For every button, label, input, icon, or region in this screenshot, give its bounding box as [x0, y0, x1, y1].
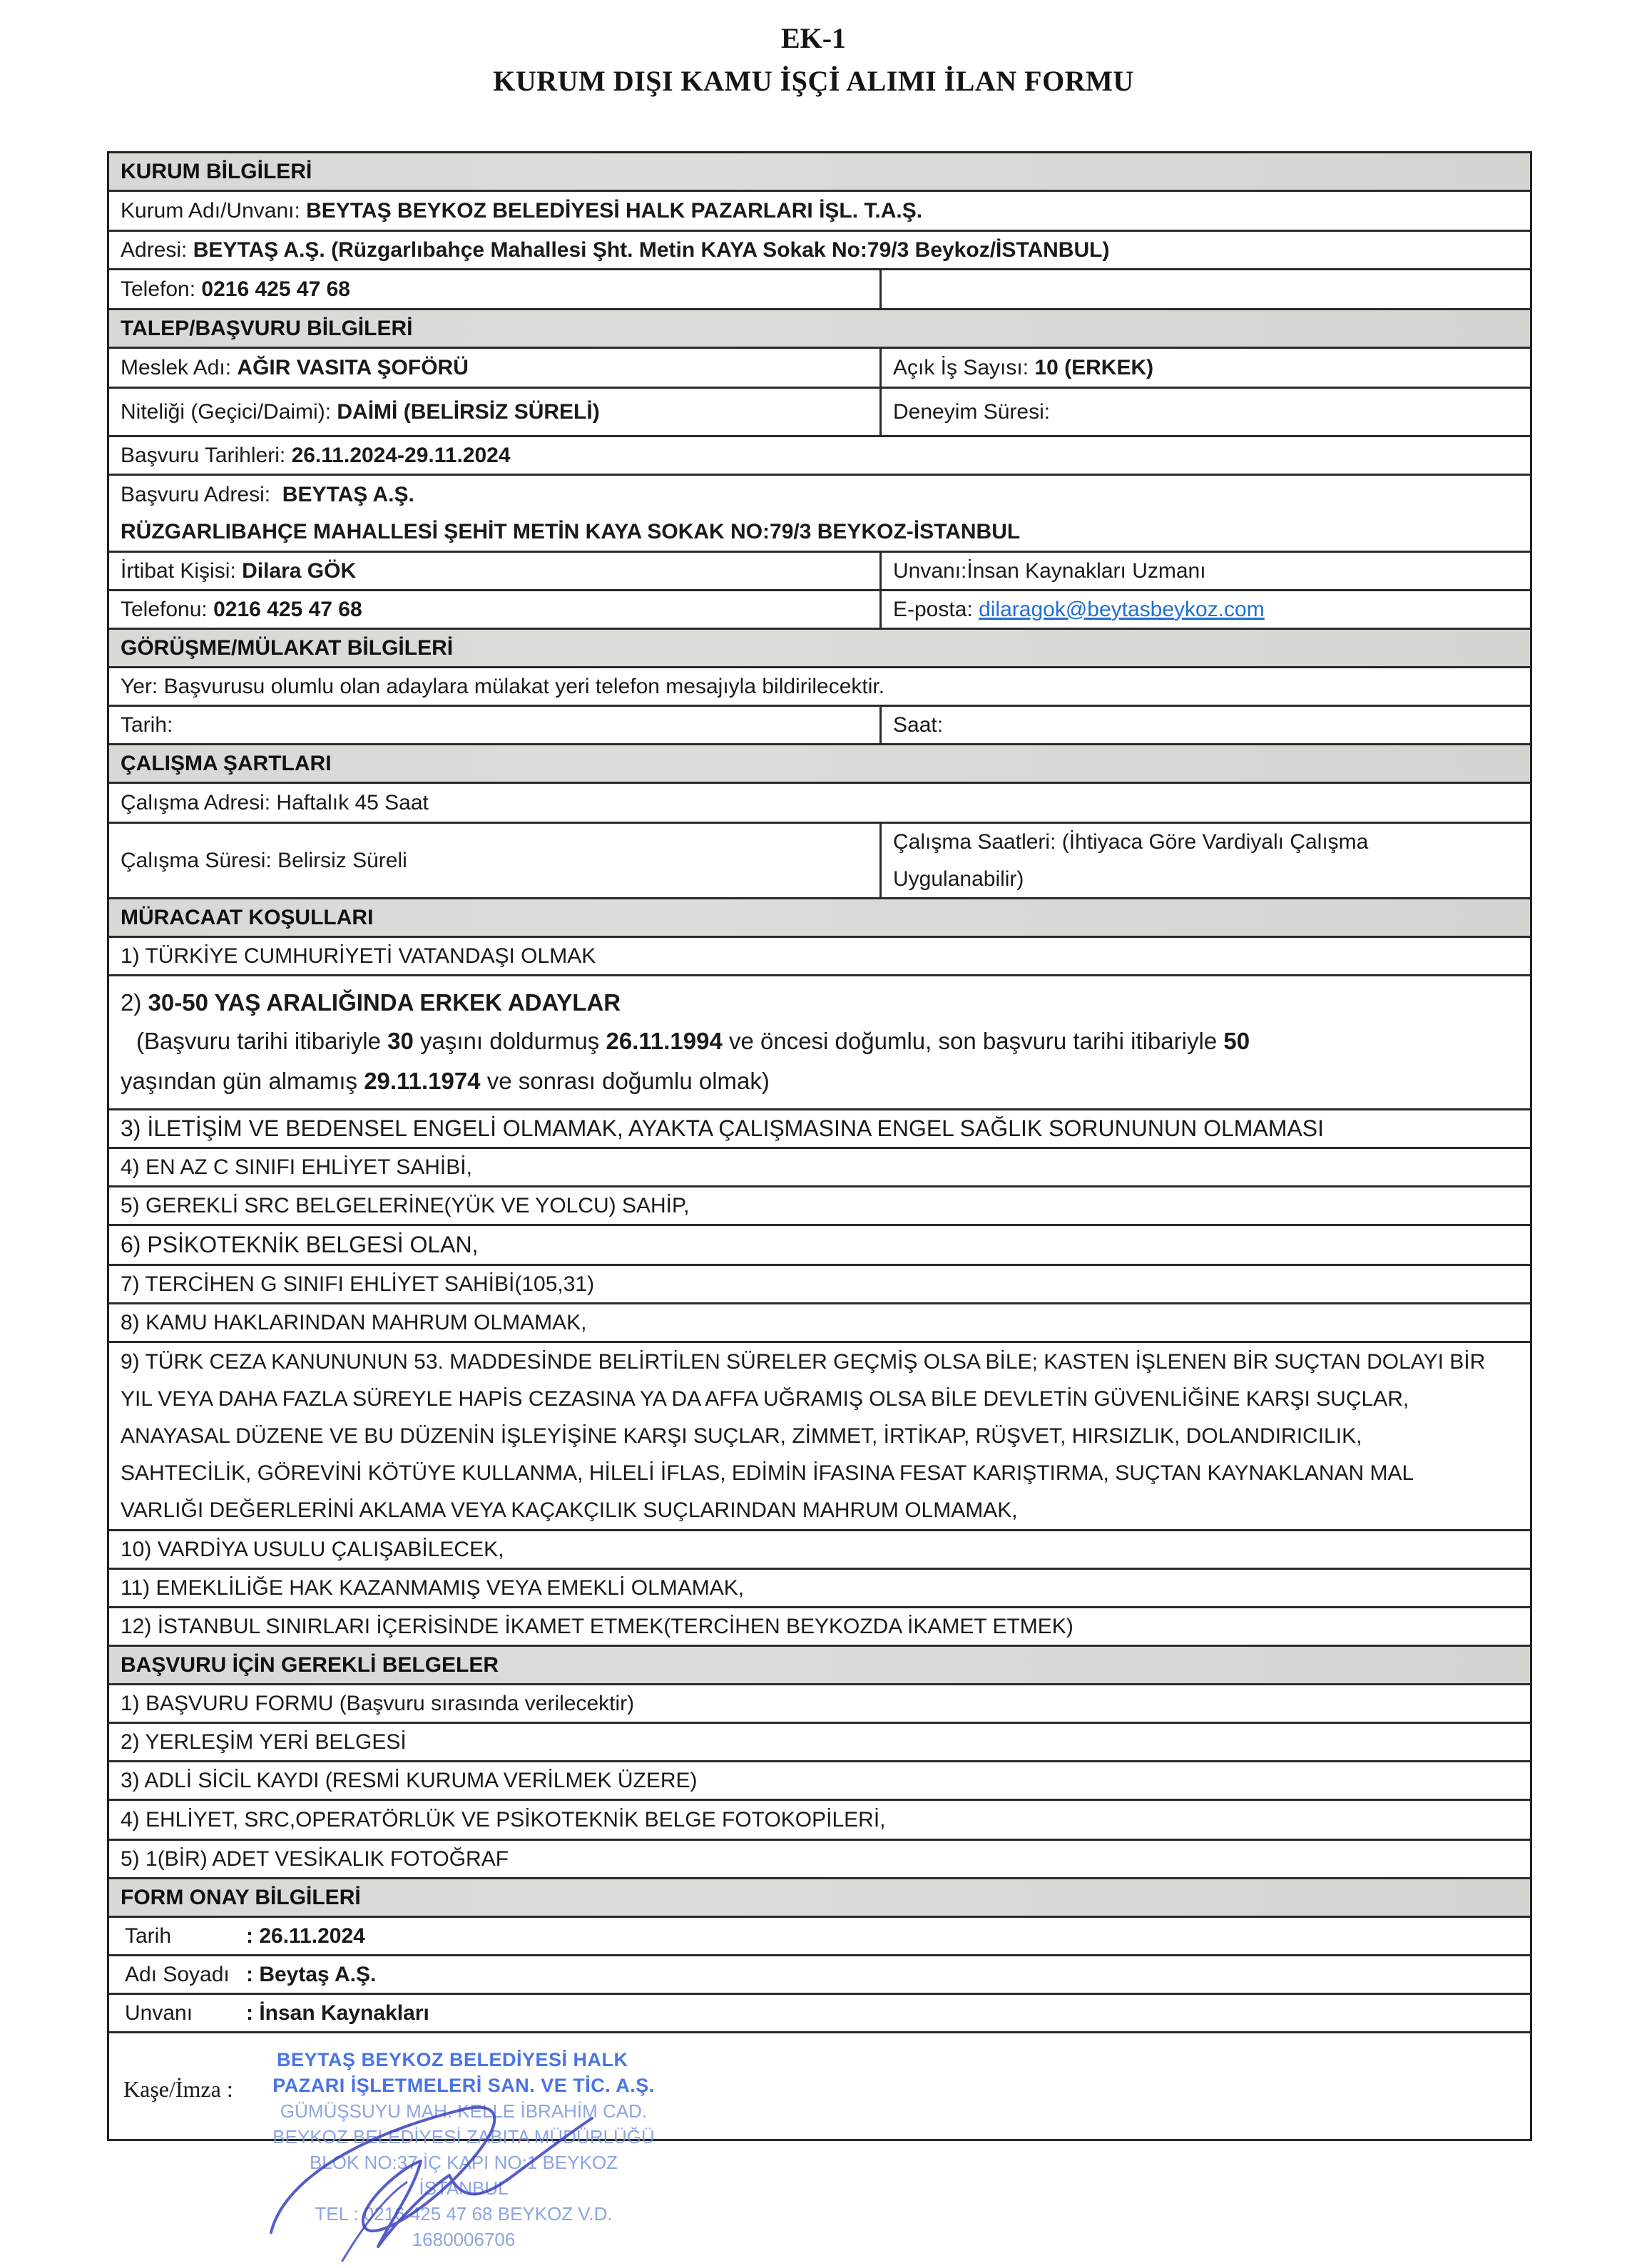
- condition-item: [109, 1570, 1530, 1608]
- field-label: Unvanı:: [893, 558, 967, 583]
- row-nature: [109, 389, 1530, 437]
- institution-name-value: BEYTAŞ BEYKOZ BELEDİYESİ HALK PAZARLARI İŞL. T.A.Ş.: [306, 198, 923, 223]
- condition-text: 6) PSİKOTEKNİK BELGESİ OLAN,: [121, 1232, 479, 1258]
- section-header-work: [109, 745, 1530, 784]
- email-link[interactable]: dilaragok@beytasbeykoz.com: [979, 597, 1265, 621]
- document-text: 1) BAŞVURU FORMU (Başvuru sırasında verilecektir): [121, 1691, 635, 1715]
- row-application-dates: [109, 437, 1530, 476]
- row-work-address: [109, 784, 1530, 824]
- institution-address-value: BEYTAŞ A.Ş. (Rüzgarlıbahçe Mahallesi Şht. Metin KAYA Sokak No:79/3 Beykoz/İSTANBUL): [193, 237, 1110, 262]
- condition-text: 11) EMEKLİLİĞE HAK KAZANMAMIŞ VEYA EMEKLİ OLMAMAK,: [121, 1575, 745, 1600]
- condition-text: yaşını doldurmuş: [413, 1027, 606, 1054]
- stamp-signature-label: Kaşe/İmza :: [123, 2076, 233, 2102]
- application-address-line2: RÜZGARLIBAHÇE MAHALLESİ ŞEHİT METİN KAYA SOKAK NO:79/3 BEYKOZ-İSTANBUL: [121, 519, 1021, 543]
- condition-text: YIL VEYA DAHA FAZLA SÜREYLE HAPİS CEZASINA YA DA AFFA UĞRAMIŞ OLSA BİLE DEVLETİN GÜVENLİĞİNE KARŞI SUÇLAR,: [121, 1386, 1409, 1411]
- document-item: [109, 1724, 1530, 1762]
- section-title: MÜRACAAT KOŞULLARI: [121, 905, 374, 929]
- condition-text: 4) EN AZ C SINIFI EHLİYET SAHİBİ,: [121, 1155, 472, 1179]
- application-dates-value: 26.11.2024-29.11.2024: [291, 443, 511, 467]
- stamp-line: PAZARI İŞLETMELERİ SAN. VE TİC. A.Ş.: [272, 2075, 655, 2096]
- condition-text: SAHTECİLİK, GÖREVİNİ KÖTÜYE KULLANMA, HİLELİ İFLAS, EDİMİN İFASINA FESAT KARIŞTIRMA, SUÇTAN KAYNAKLANAN MAL: [121, 1461, 1414, 1485]
- nature-value: DAİMİ (BELİRSİZ SÜRELİ): [337, 399, 600, 424]
- field-label: Niteliği (Geçici/Daimi):: [121, 399, 332, 424]
- interview-place: Yer: Başvurusu olumlu olan adaylara mülakat yeri telefon mesajıyla bildirilecektir.: [121, 674, 885, 698]
- empty-cell: [882, 270, 1530, 308]
- condition-item: [109, 976, 1530, 1110]
- condition-text: (Başvuru tarihi itibariyle: [136, 1027, 388, 1054]
- interview-time-label: Saat:: [893, 712, 944, 737]
- section-title: ÇALIŞMA ŞARTLARI: [121, 751, 332, 775]
- stamp-line: TEL : 0216 425 47 68 BEYKOZ V.D. 1680006706: [315, 2203, 613, 2250]
- min-age: 30: [387, 1027, 414, 1054]
- birth-date-limit: 26.11.1994: [606, 1027, 723, 1054]
- institution-phone-value: 0216 425 47 68: [201, 277, 350, 301]
- work-duration: Çalışma Süresi: Belirsiz Süreli: [109, 824, 882, 897]
- condition-item: [109, 938, 1530, 976]
- row-approval-date: [109, 1918, 1530, 1956]
- condition-text: 5) GEREKLİ SRC BELGELERİNE(YÜK VE YOLCU) SAHİP,: [121, 1193, 690, 1217]
- condition-text: 7) TERCİHEN G SINIFI EHLİYET SAHİBİ(105,31): [121, 1272, 595, 1296]
- approval-date-value: : 26.11.2024: [246, 1924, 365, 1948]
- row-approval-title: [109, 1995, 1530, 2033]
- interview-date-label: Tarih:: [109, 707, 882, 743]
- document-item: [109, 1841, 1530, 1879]
- contact-title-value: İnsan Kaynakları Uzmanı: [966, 558, 1206, 583]
- condition-item: [109, 1226, 1530, 1266]
- section-header-conditions: [109, 899, 1530, 938]
- document-text: 4) EHLİYET, SRC,OPERATÖRLÜK VE PSİKOTEKNİK BELGE FOTOKOPİLERİ,: [121, 1807, 886, 1832]
- application-address-value: BEYTAŞ A.Ş.: [282, 482, 414, 506]
- condition-text: ANAYASAL DÜZENE VE BU DÜZENİN İŞLEYİŞİNE KARŞI SUÇLAR, ZİMMET, İRTİKAP, RÜŞVET, HIRSIZLIK, DOLANDIRICILIK,: [121, 1424, 1362, 1448]
- field-label: Adresi:: [121, 237, 188, 262]
- row-contact-phone: [109, 591, 1530, 630]
- condition-text: 9) TÜRK CEZA KANUNUNUN 53. MADDESİNDE BELİRTİLEN SÜRELER GEÇMİŞ OLSA BİLE; KASTEN İŞLENEN BİR SUÇTAN DOLAYI BİR: [121, 1349, 1486, 1374]
- row-contact-person: [109, 553, 1530, 591]
- stamp-line: GÜMÜŞSUYU MAH. KELLE İBRAHİM CAD.: [280, 2100, 648, 2122]
- form-title: KURUM DIŞI KAMU İŞÇİ ALIMI İLAN FORMU: [493, 65, 1134, 97]
- field-label: Telefon:: [121, 277, 196, 301]
- field-label: Unvanı: [125, 2001, 193, 2025]
- section-title: TALEP/BAŞVURU BİLGİLERİ: [121, 316, 413, 340]
- section-header-interview: [109, 630, 1530, 668]
- field-label: Meslek Adı:: [121, 355, 232, 379]
- condition-item: [109, 1608, 1530, 1647]
- field-label: İrtibat Kişisi:: [121, 558, 236, 583]
- condition-text: ve öncesi doğumlu, son başvuru tarihi itibariyle: [722, 1027, 1224, 1054]
- field-label: Tarih: [125, 1924, 172, 1948]
- section-title: BAŞVURU İÇİN GEREKLİ BELGELER: [121, 1653, 499, 1677]
- condition-item: [109, 1266, 1530, 1304]
- condition-item: [109, 1110, 1530, 1149]
- condition-item: [109, 1304, 1530, 1343]
- section-title: FORM ONAY BİLGİLERİ: [121, 1885, 361, 1909]
- condition-text: 8) KAMU HAKLARINDAN MAHRUM OLMAMAK,: [121, 1310, 587, 1334]
- condition-text: 30-50 YAŞ ARALIĞINDA ERKEK ADAYLAR: [148, 989, 621, 1016]
- field-label: Kurum Adı/Unvanı:: [121, 198, 300, 223]
- work-address: Çalışma Adresi: Haftalık 45 Saat: [121, 790, 429, 814]
- row-application-address: [109, 476, 1530, 553]
- row-institution-phone: [109, 270, 1530, 310]
- section-title: KURUM BİLGİLERİ: [121, 159, 312, 183]
- row-interview-place: [109, 668, 1530, 707]
- application-form-table: [107, 151, 1532, 2141]
- stamp-line: BEYKOZ BELEDİYESİ ZABITA MÜDÜRLÜĞÜ: [272, 2126, 655, 2147]
- condition-text: 1) TÜRKİYE CUMHURİYETİ VATANDAŞI OLMAK: [121, 944, 596, 968]
- condition-number: 2): [121, 989, 148, 1016]
- contact-person-value: Dilara GÖK: [242, 558, 357, 583]
- condition-text: VARLIĞI DEĞERLERİNİ AKLAMA VEYA KAÇAKÇILIK SUÇLARINDAN MAHRUM OLMAMAK,: [121, 1498, 1018, 1522]
- row-work-duration: [109, 824, 1530, 899]
- condition-text: ve sonrası doğumlu olmak): [480, 1067, 770, 1094]
- section-header-talep: [109, 310, 1530, 349]
- document-item: [109, 1801, 1530, 1841]
- approval-title-value: : İnsan Kaynakları: [246, 2001, 429, 2025]
- document-text: 5) 1(BİR) ADET VESİKALIK FOTOĞRAF: [121, 1846, 509, 1871]
- condition-text: 10) VARDİYA USULU ÇALIŞABİLECEK,: [121, 1537, 504, 1561]
- approval-name-value: : Beytaş A.Ş.: [246, 1962, 377, 1986]
- condition-text: 3) İLETİŞİM VE BEDENSEL ENGELİ OLMAMAK, AYAKTA ÇALIŞMASINA ENGEL SAĞLIK SORUNUNUN OLMAMASI: [121, 1115, 1324, 1142]
- condition-item: [109, 1343, 1530, 1531]
- document-item: [109, 1762, 1530, 1801]
- document-text: 3) ADLİ SİCİL KAYDI (RESMİ KURUMA VERİLMEK ÜZERE): [121, 1768, 698, 1792]
- section-header-kurum: [109, 153, 1530, 192]
- max-age: 50: [1223, 1027, 1250, 1054]
- document-text: 2) YERLEŞİM YERİ BELGESİ: [121, 1730, 407, 1754]
- stamp-line: BEYTAŞ BEYKOZ BELEDİYESİ HALK: [277, 2049, 628, 2070]
- work-hours-line1: Çalışma Saatleri: (İhtiyaca Göre Vardiyalı Çalışma: [893, 829, 1369, 854]
- contact-phone-value: 0216 425 47 68: [213, 597, 362, 621]
- field-label: Başvuru Tarihleri:: [121, 443, 286, 467]
- condition-item: [109, 1531, 1530, 1570]
- section-header-approval: [109, 1879, 1530, 1918]
- stamp-line: BLOK NO:37 İÇ KAPI NO:1 BEYKOZ İSTANBUL: [309, 2152, 618, 2199]
- field-label: Adı Soyadı: [125, 1962, 230, 1986]
- condition-text: yaşından gün almamış: [121, 1067, 364, 1094]
- condition-item: [109, 1149, 1530, 1187]
- row-occupation: [109, 349, 1530, 389]
- openings-value: 10 (ERKEK): [1034, 355, 1154, 379]
- section-header-documents: [109, 1647, 1530, 1685]
- field-label: Telefonu:: [121, 597, 208, 621]
- field-label: Başvuru Adresi:: [121, 482, 277, 506]
- document-item: [109, 1685, 1530, 1724]
- row-institution-name: [109, 192, 1530, 232]
- company-stamp: [264, 2047, 663, 2252]
- annex-label: EK-1: [780, 22, 847, 54]
- row-interview-datetime: [109, 707, 1530, 745]
- field-label: E-posta:: [893, 597, 973, 621]
- field-label: Açık İş Sayısı:: [893, 355, 1029, 379]
- field-label: Deneyim Süresi:: [893, 399, 1051, 424]
- row-institution-address: [109, 232, 1530, 270]
- condition-item: [109, 1187, 1530, 1226]
- condition-text: 12) İSTANBUL SINIRLARI İÇERİSİNDE İKAMET ETMEK(TERCİHEN BEYKOZDA İKAMET ETMEK): [121, 1614, 1073, 1638]
- section-title: GÖRÜŞME/MÜLAKAT BİLGİLERİ: [121, 635, 454, 660]
- occupation-value: AĞIR VASITA ŞOFÖRÜ: [237, 355, 469, 379]
- work-hours-line2: Uygulanabilir): [893, 867, 1024, 891]
- row-approval-name: [109, 1956, 1530, 1995]
- birth-date-limit: 29.11.1974: [364, 1067, 481, 1094]
